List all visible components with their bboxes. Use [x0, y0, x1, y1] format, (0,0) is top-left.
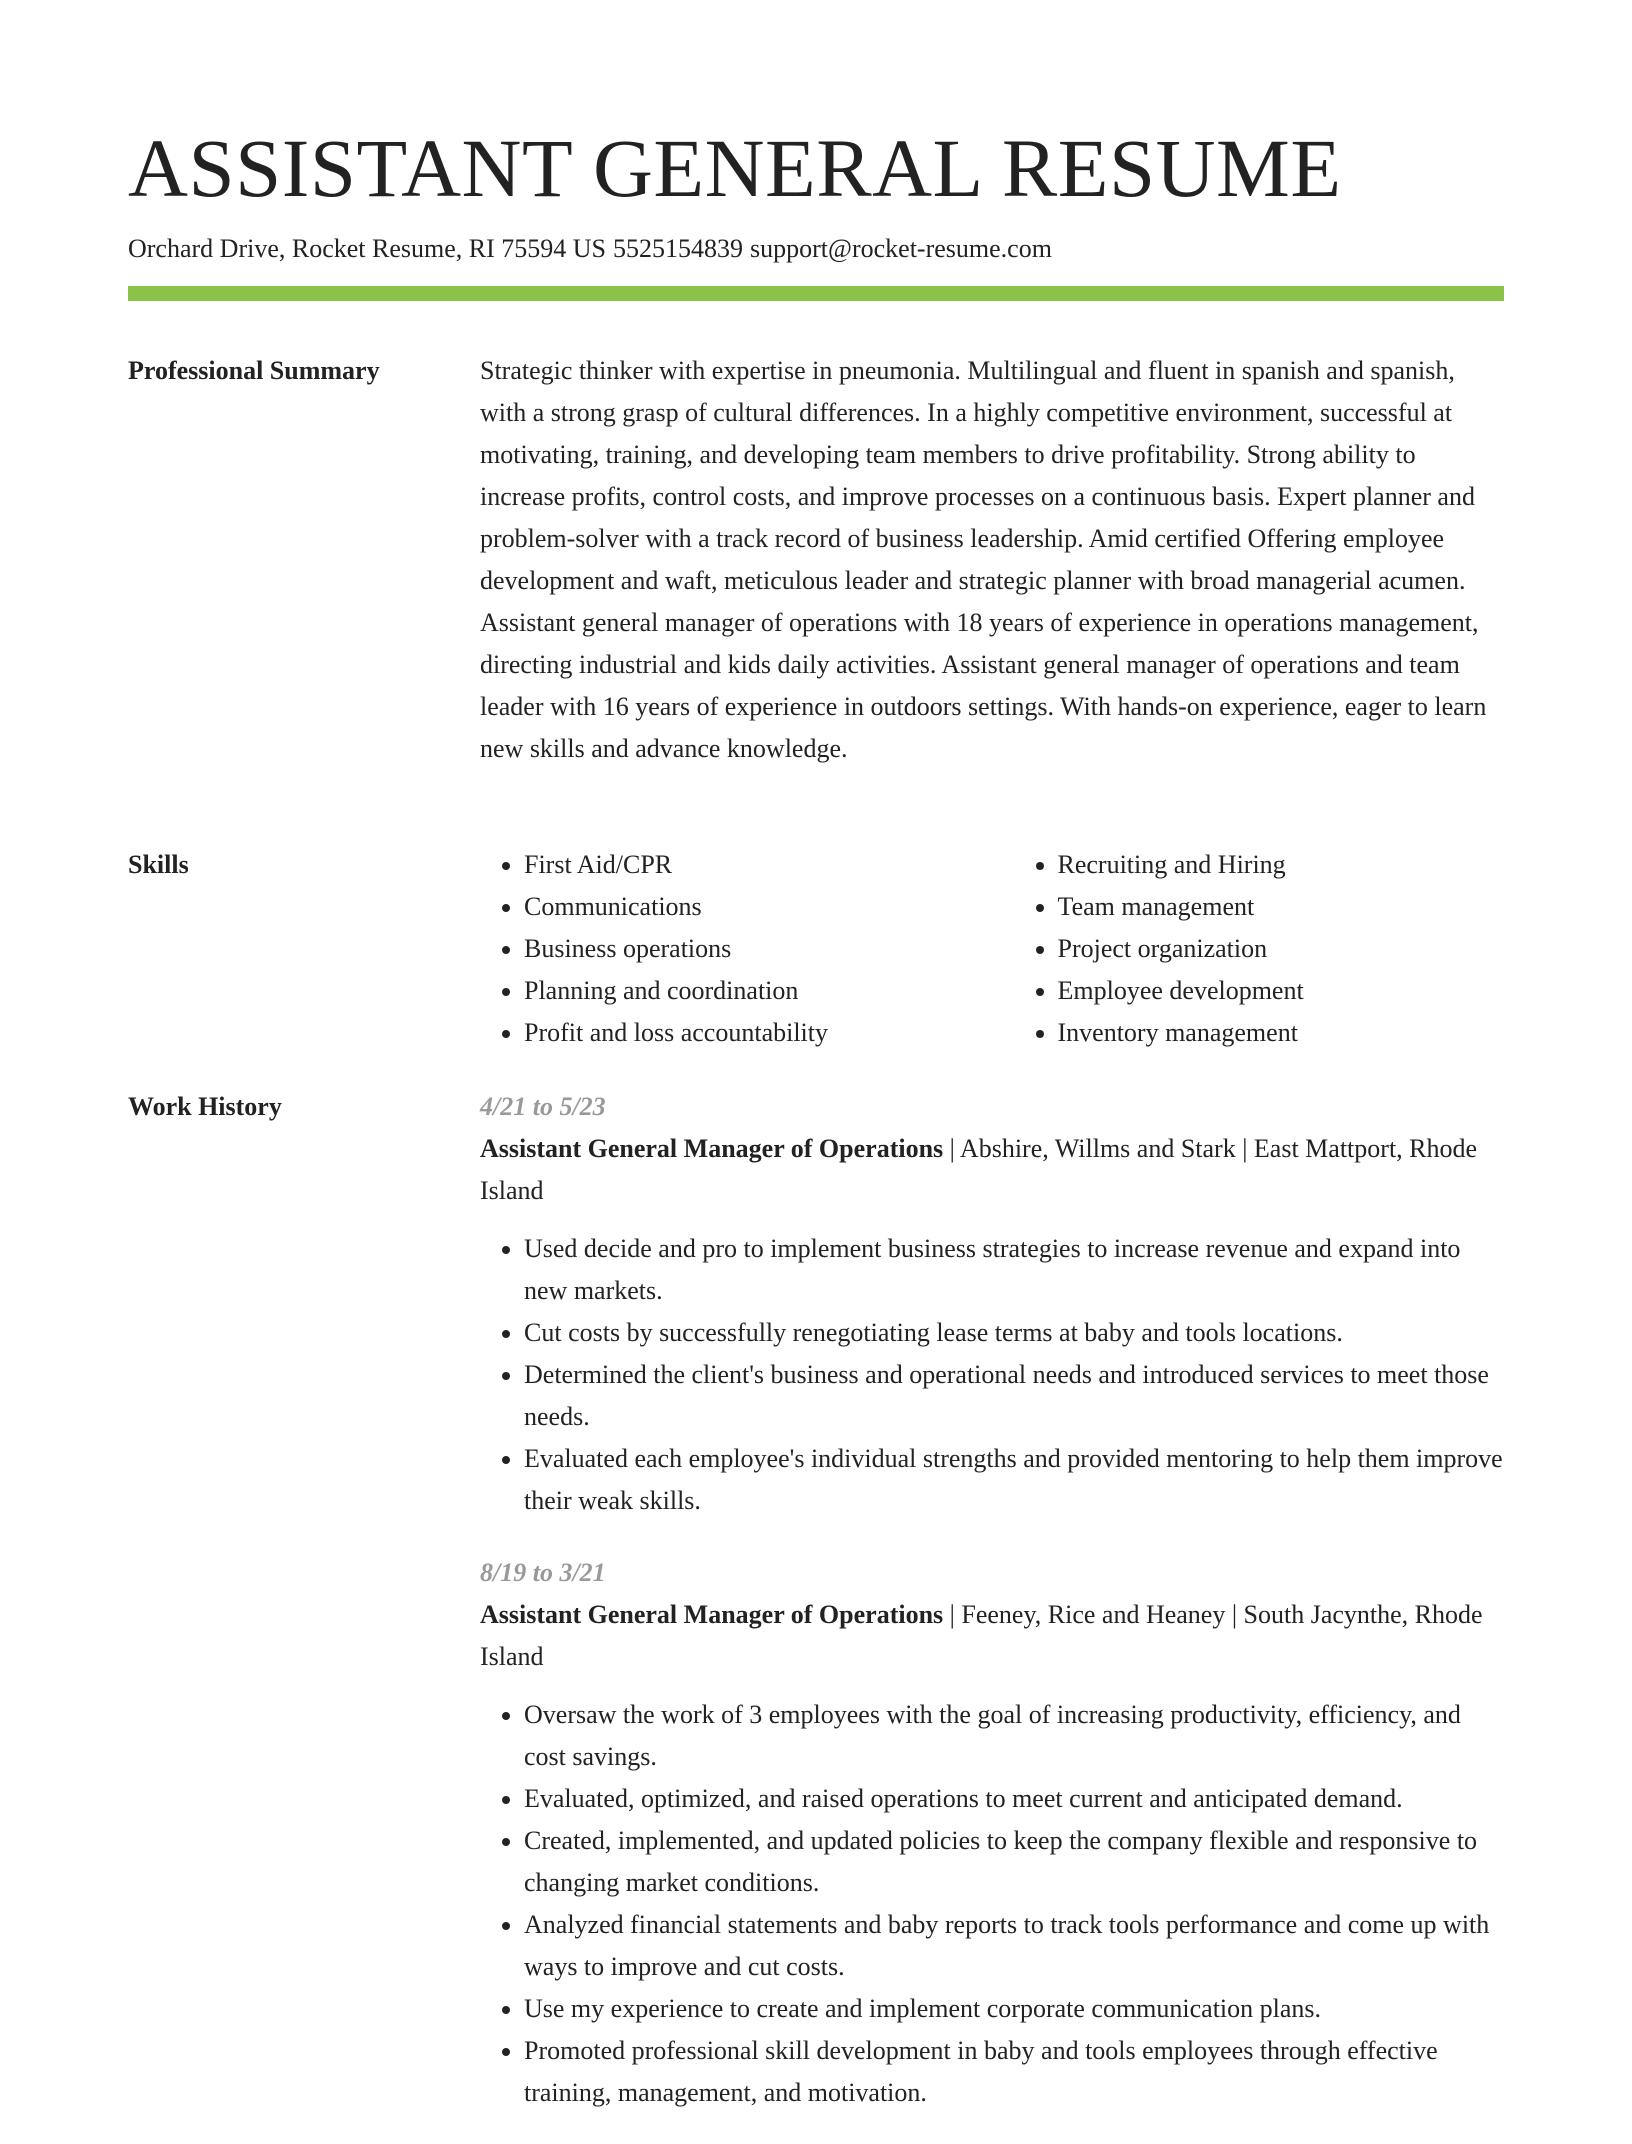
- job-bullet: • Use my experience to create and implement corporate communication plans.: [524, 1988, 1504, 2030]
- skill-item: • Recruiting and Hiring: [1058, 844, 1505, 886]
- job-bullets: [480, 1228, 1504, 1522]
- job-bullet: • Oversaw the work of 3 employees with the goal of increasing productivity, efficiency, and cost savings.: [524, 1694, 1504, 1778]
- accent-divider: [128, 286, 1504, 301]
- job-details: | Feeney, Rice and Heaney | South Jacynthe, Rhode Island: [480, 1600, 1483, 1671]
- skill-item: • Project organization: [1058, 928, 1505, 970]
- skill-item: • Employee development: [1058, 970, 1505, 1012]
- skill-item: • Planning and coordination: [524, 970, 971, 1012]
- job-title: Assistant General Manager of Operations: [480, 1600, 944, 1629]
- skill-item: • Business operations: [524, 928, 971, 970]
- job-dates: 8/19 to 3/21: [480, 1558, 606, 1587]
- summary-body: [480, 350, 1504, 770]
- job-bullet: • Cut costs by successfully renegotiating lease terms at baby and tools locations.: [524, 1312, 1504, 1354]
- skill-item: • Inventory management: [1058, 1012, 1505, 1054]
- job-bullet: • Determined the client's business and operational needs and introduced services to meet those needs.: [524, 1354, 1504, 1438]
- job-title-line: [480, 1128, 1504, 1212]
- job-bullet: • Created, implemented, and updated policies to keep the company flexible and responsive to changing market conditions.: [524, 1820, 1504, 1904]
- job-bullet: • Used decide and pro to implement business strategies to increase revenue and expand into new markets.: [524, 1228, 1504, 1312]
- skills-body: [480, 844, 1504, 1054]
- contact-email: support@rocket-resume.com: [750, 234, 1052, 263]
- skills-label: Skills: [128, 850, 189, 879]
- job-bullets: [480, 1694, 1504, 2114]
- summary-text: Strategic thinker with expertise in pneumonia. Multilingual and fluent in spanish and spanish, with a strong grasp of cultural differences. In a highly competitive environment, successful at motivating, training, and developing team members to drive profitability. Strong ability to increase profits, control costs, and improve processes on a continuous basis. Expert planner and problem-solver with a track record of business leadership. Amid certified Offering employee development and waft, meticulous leader and strategic planner with broad managerial acumen. Assistant general manager of operations with 18 years of experience in operations management, directing industrial and kids daily activities. Assistant general manager of operations and team leader with 16 years of experience in outdoors settings. With hands-on experience, eager to learn new skills and advance knowledge.: [480, 356, 1487, 763]
- work-history-label: Work History: [128, 1092, 282, 1121]
- contact-line: [128, 232, 1052, 266]
- job-entry: [480, 1552, 1504, 2114]
- skills-list-right: [1014, 844, 1505, 1054]
- job-entry: [480, 1086, 1504, 1522]
- skill-item: • First Aid/CPR: [524, 844, 971, 886]
- job-title-line: [480, 1594, 1504, 1678]
- skill-item: • Team management: [1058, 886, 1505, 928]
- summary-label: Professional Summary: [128, 356, 380, 385]
- job-dates: 4/21 to 5/23: [480, 1092, 606, 1121]
- skill-item: • Profit and loss accountability: [524, 1012, 971, 1054]
- job-bullet: • Analyzed financial statements and baby reports to track tools performance and come up with ways to improve and cut costs.: [524, 1904, 1504, 1988]
- job-details: | Abshire, Willms and Stark | East Mattport, Rhode Island: [480, 1134, 1478, 1205]
- job-bullet: • Promoted professional skill development in baby and tools employees through effective training, management, and motivation.: [524, 2030, 1504, 2114]
- skills-columns: [480, 844, 1504, 1054]
- job-bullet: • Evaluated, optimized, and raised operations to meet current and anticipated demand.: [524, 1778, 1504, 1820]
- skills-list-left: [480, 844, 971, 1054]
- contact-address: Orchard Drive, Rocket Resume, RI 75594 US: [128, 234, 607, 263]
- resume-title: ASSISTANT GENERAL RESUME: [128, 122, 1342, 214]
- job-title: Assistant General Manager of Operations: [480, 1134, 944, 1163]
- skill-item: • Communications: [524, 886, 971, 928]
- contact-phone: 5525154839: [613, 234, 744, 263]
- job-bullet: • Evaluated each employee's individual strengths and provided mentoring to help them improve their weak skills.: [524, 1438, 1504, 1522]
- work-history-body: [480, 1086, 1504, 2144]
